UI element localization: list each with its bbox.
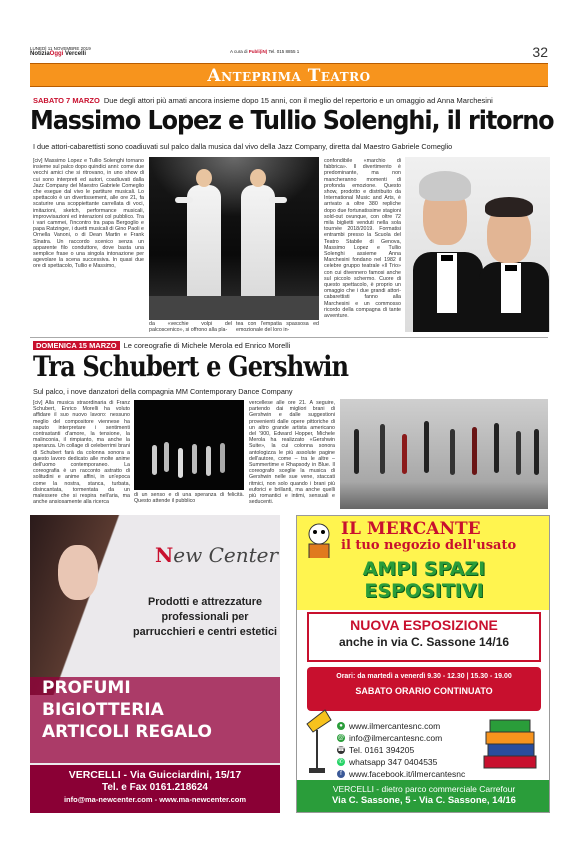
article1-column-1: [civ] Massimo Lopez e Tullio Solenghi tornano insieme sul palco dopo quindici anni: come due vecchi amici che si ritrovano, in uno show di cui sono interpreti ed autori, coadiuvati dalla Jazz Company del Maestro Gabriele Comeglio che esegue dal vivo le partiture musicali. Lo spettacolo è un divertissement, alle ore 21, fa scaturire una scoppiettante carrellata di voci, imitazioni, sketch, performance musicali, improvvisazioni ed interazioni col pubblico. Tra i vari cammei, l'incontro tra papa Bergoglio e papa Ratzinger, i duetti musicali di Gino Paoli e Ornella Vanoni, o di Dean Martin e Frank Sinatra. Un raccordo scenico senza un apparente filo conduttore, dove basta una semplice frase o una singola intonazione per agevolare la scena successiva. In quasi due ore di spettacolo, Tullio e Massimo, (33, 158, 144, 270)
article1-photo-stage (149, 157, 319, 320)
article2-kicker: DOMENICA 15 MARZO Le coreografie di Michele Merola ed Enrico Morelli (33, 341, 547, 350)
header-publisher: A cura di Publi(iN) Tel. 015 8855 1 (230, 49, 300, 54)
article2-photo-dancers-stage (340, 399, 548, 509)
contact-website[interactable]: ● www.ilmercantesnc.com (337, 720, 497, 732)
ad-newcenter-services: Prodotti e attrezzature professionali per parrucchieri e centri estetici (132, 596, 278, 638)
contact-whatsapp[interactable]: ✆ whatsapp 347 0404535 (338, 757, 438, 767)
article1-kicker: SABATO 7 MARZO Due degli attori più amati ancora insieme dopo 15 anni, con il meglio del repertorio e un omaggio ad Anna Marchesini (33, 96, 493, 105)
ad-ilmercante-new-exhibit: NUOVA ESPOSIZIONE anche in via C. Sassone 14/16 (307, 612, 541, 662)
facebook-icon: f (337, 770, 345, 778)
phone-icon: ☎ (337, 747, 345, 753)
ad-ilmercante-tagline: il tuo negozio dell'usato (341, 538, 517, 553)
ad-ilmercante-contacts (337, 720, 497, 780)
ad-newcenter[interactable] (30, 515, 280, 813)
ad-ilmercante-name: IL MERCANTE (341, 519, 481, 539)
article2-date: DOMENICA 15 MARZO (33, 341, 120, 350)
article1-column-3: confondibile «marchio di fabbrica». Il divertimento è predominante, ma non mancheranno momenti di profonda emozione. Questo show, prodotto e distribuito da International Music and Arts, è arrivato a oltre 380 repliche dopo due fortunatissime stagioni sold-out ovunque, con oltre 72 mila biglietti venduti nella sola tournée 2018/2019. Formatisi entrambi presso la Scuola del Teatro Stabile di Genova, Massimo Lopez e Tullio Solenghi assieme Anna Marchesini fondano nel 1982 il celebre gruppo teatrale «Il Trio» con cui divennero famosi anche sul piccolo schermo. Cuore di questo spettacolo, è proprio un omaggio che i due grandi attori-cabarettisti fanno alla Marchesini e un commosso ricordo della compagna di tante avventure. (324, 158, 401, 320)
contact-email[interactable]: @ info@ilmercantesnc.com (337, 733, 443, 743)
ad-newcenter-logo: New Center (155, 543, 279, 567)
ad-ilmercante-hours: Orari: da martedì a venerdì 9.30 - 12.30 | 15.30 - 19.00 SABATO ORARIO CONTINUATO (307, 667, 541, 711)
ad-newcenter-contact (30, 765, 280, 813)
books-icon (480, 716, 540, 776)
whatsapp-icon: ✆ (338, 759, 344, 765)
section-banner (30, 63, 548, 87)
article-divider (30, 337, 548, 338)
article2-subtitle: Sul palco, i nove danzatori della compagnia MM Contemporary Dance Company (33, 387, 293, 396)
article1-subtitle: I due attori-cabarettisti sono coadiuvati sul palco dalla musica dal vivo della Jazz Company, diretta dal Maestro Gabriele Comeglio (33, 142, 453, 151)
article2-column-2: di un senso e di una speranza di felicità. Questo attende il pubblico (134, 492, 244, 505)
ad-newcenter-phone: Tel. e Fax 0161.218624 (101, 782, 208, 793)
article1-photo-actors (405, 157, 550, 332)
header-date: LUNEDÌ 11 NOVEMBRE 2019 (30, 46, 91, 51)
ad-newcenter-web-link[interactable]: info@ma-newcenter.com - www.ma-newcenter.com (63, 795, 247, 804)
section-banner-label: Anteprima Teatro (207, 66, 371, 86)
ad-newcenter-products: PROFUMI BIGIOTTERIA ARTICOLI REGALO (30, 677, 280, 763)
page-header (30, 46, 548, 62)
article2-title: Tra Schubert e Gershwin (33, 350, 349, 383)
article1-column-2b: tea con l'empatia spassosa ed emozionale del loro in- (236, 321, 319, 334)
lamp-icon (303, 706, 333, 776)
article1-title: Massimo Lopez e Tullio Solenghi, il ritorno (30, 106, 554, 136)
ad-newcenter-address: VERCELLI - Via Guicciardini, 15/17 (68, 769, 242, 781)
header-paper-name: NotiziaOggi Vercelli (30, 51, 87, 57)
article2-photo-dancers-dark (134, 400, 244, 490)
ad-ilmercante-location: VERCELLI - dietro parco commerciale Carrefour Via C. Sassone, 5 - Via C. Sassone, 14/16 (297, 780, 550, 813)
email-icon: @ (337, 735, 345, 741)
ad-ilmercante-headline: AMPI SPAZI ESPOSITIVI (297, 558, 550, 610)
article1-column-2a: da «vecchie volpi del palcoscenico», si offrono alla pla- (149, 321, 232, 334)
contact-phone[interactable]: ☎ Tel. 0161 394205 (337, 745, 415, 755)
article2-column-3: vercellese alle ore 21. A seguire, partendo dai migliori brani di Gershwin e dalle suggestioni provenienti dalle opere pittoriche di un altro grande artista americano del '900, Edward Hopper, Michele Merola ha realizzato «Gershwin Suite», la cui colonna sonora antologizza le più assolute pagine dell'autore, come – tra le altre – Summertime e Rhapsody in Blue. Il coreografo sceglie la musica di Gershwin nelle sue vene, staccati ritmici, non solo quando i brani più euforici e brillanti, ma anche quelli più romantici e intimi, sensuali e seducenti. (249, 400, 335, 506)
ad-newcenter-model-image (30, 515, 125, 695)
globe-icon: ● (337, 722, 345, 730)
contact-facebook[interactable]: f www.facebook.it/ilmercantesnc (337, 768, 497, 780)
page-number: 32 (532, 44, 548, 60)
article1-date: SABATO 7 MARZO (33, 96, 100, 105)
article2-column-1: [civ] Alla musica straordinaria di Franz Schubert, Enrico Morelli ha voluto affidare il suo nuovo lavoro: nessuno meglio del compositore viennese ha saputo interpretare i sentimenti contrastanti d'amore, la tensione, la malinconia, il rimpianto, ma anche la speranza. Un collage di celeberrimi brani di Schubert farà da colonna sonora a questo lavoro dedicato alle molte anime dell'uomo contemporaneo. La coreografia è un racconto astratto di solitudini e anime affini, in un'epoca come la nostra, stanca, turbata, disincantata, tormentata da un malessere che si respira nell'aria, ma anche ansiosamente alla ricerca (33, 400, 130, 506)
ad-ilmercante[interactable] (296, 515, 550, 813)
